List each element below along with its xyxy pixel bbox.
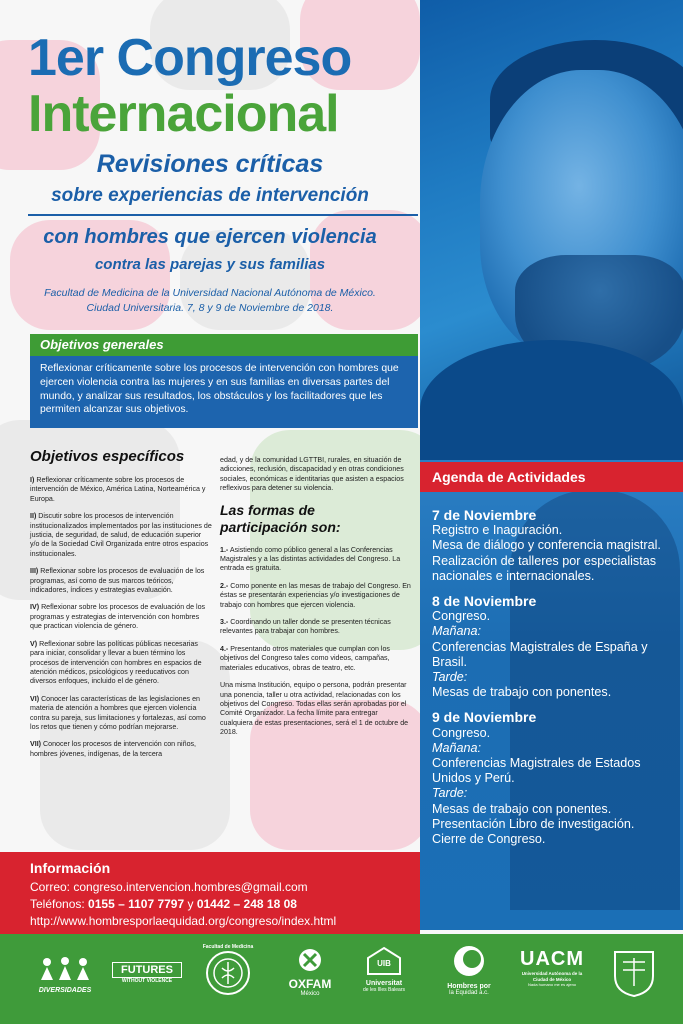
agenda-day-date: 9 de Noviembre — [432, 709, 537, 726]
participacion-item: 2.- Como ponente en las mesas de trabajo del Congreso. En éstas se presentarán experiencias y/o investigaciones de trabajo con hombres que ejercen violencia. — [220, 581, 411, 609]
participacion-note: Una misma Institución, equipo o persona, podrán presentar una ponencia, taller u otra actividad, relacionadas con los objetivos del Congreso. Todas ellas serán aprobadas por el Comité Organizador. La fecha límite para entregar cualquiera de estas presentaciones, será el 1 de octubre de 2018. — [220, 681, 409, 737]
oxfam-icon — [298, 948, 322, 972]
info-email[interactable]: Correo: congreso.intervencion.hombres@gmail.com — [30, 880, 308, 894]
agenda-list — [432, 508, 678, 847]
agenda-line: Mañana: — [432, 740, 482, 755]
divider — [28, 214, 418, 216]
participacion-item: 4.- Presentando otros materiales que cumplan con los objetivos del Congreso tales como videos, campañas, materiales educativos, obras de teatro, etc. — [220, 644, 390, 672]
equidad-icon — [452, 944, 486, 978]
subtitle-line1: Revisiones críticas — [96, 150, 324, 178]
agenda-day-date: 8 de Noviembre — [432, 593, 537, 610]
objetivo-item: VI) Conocer las características de las legislaciones en materia de atención a hombres que ejercen violencia contra su pareja, sus limitaciones y fortalezas, así como los retos que tienen y cómo podrían mejorarse. — [30, 694, 206, 731]
uib-logo: UIB Universitat de les Illes Balears — [352, 946, 416, 993]
objetivo-item: IV) Reflexionar sobre los procesos de evaluación de los programas y estrategias de intervención con hombres que practican violencia de género. — [30, 603, 206, 631]
hombres-equidad-logo: Hombres por la Equidad a.c. — [436, 944, 502, 996]
agenda-line: Mesas de trabajo con ponentes. — [432, 685, 612, 700]
info-bar-edge — [0, 852, 20, 934]
agenda-line: Registro e Inaguración. — [432, 523, 563, 538]
uacm-logo: UACM Universidad Autónoma de la Ciudad de México Nada humano me es ajeno — [520, 948, 584, 987]
agenda-heading: Agenda de Actividades — [420, 462, 683, 492]
objetivo-item: V) Reflexionar sobre las políticas públicas necesarias para iniciar, consolidar y llevar a buen término los procesos de intervención con hombres en espacios de atención médicos, psicológicos y reeducativos con diversos enfoques, incluido el de género. — [30, 639, 202, 686]
agenda-line: Mañana: — [432, 624, 482, 639]
diversidades-logo: DIVERSIDADES — [20, 956, 110, 994]
objetivo-item: III) Reflexionar sobre los procesos de evaluación de los programas, así como de sus marcos teóricos, indicadores, índices y estrategias evaluación. — [30, 567, 205, 595]
participacion-item: 1.- Asistiendo como público general a las Conferencias Magistrales y a las distintas actividades del Congreso. La entrada es gratuita. — [220, 545, 401, 573]
title-line2: Internacional — [28, 85, 339, 143]
unam-shield-icon — [611, 948, 657, 998]
venue-line2: Ciudad Universitaria. 7, 8 y 9 de Noviembre de 2018. — [86, 302, 334, 314]
unam-logo — [606, 948, 662, 1003]
agenda-day-date: 7 de Noviembre — [432, 507, 537, 523]
speaker-photo — [420, 0, 683, 460]
seal-icon — [205, 950, 251, 996]
agenda-line: Tarde: — [432, 786, 468, 801]
venue-line1: Facultad de Medicina de la Universidad Nacional Autónoma de México. — [44, 287, 376, 299]
phone-2[interactable]: 01442 – 248 18 08 — [196, 897, 297, 911]
agenda-line: Congreso. — [432, 609, 491, 624]
figures-icon — [35, 956, 95, 982]
oxfam-logo: OXFAM México — [282, 948, 338, 997]
objetivos-generales-heading: Objetivos generales — [30, 334, 418, 356]
participacion-heading: Las formas de participación son: — [220, 501, 341, 535]
objetivos-especificos-list — [30, 476, 212, 767]
info-phones: Teléfonos: 0155 – 1107 7797 y 01442 – 248 18 08 — [30, 897, 297, 911]
agenda-line: Congreso. — [432, 725, 491, 740]
agenda-line: Mesas de trabajo con ponentes. — [432, 801, 612, 816]
agenda-line: Tarde: — [432, 670, 468, 685]
subtitle-line2: sobre experiencias de intervención — [51, 185, 369, 206]
agenda-line: Conferencias Magistrales de Estados Unidos y Perú. — [432, 756, 641, 786]
objetivo-item: II) Discutir sobre los procesos de intervención institucionalizados implementados por las instituciones de justicia, de seguridad, de salud, de educación superior y/o de la Sociedad Civil Organizada entre otros espacios institucionales. — [30, 512, 212, 558]
info-heading: Información — [30, 860, 111, 876]
venue — [20, 286, 400, 316]
second-column — [220, 456, 412, 746]
agenda-line: Conferencias Magistrales de España y Brasil. — [432, 639, 648, 669]
agenda-line: Presentación Libro de investigación. — [432, 816, 635, 831]
phone-1[interactable]: 0155 – 1107 7797 — [88, 897, 185, 911]
participacion-item: 3.- Coordinando un taller donde se presenten técnicas relevantes para trabajar con hombres. — [220, 618, 391, 636]
info-url[interactable]: http://www.hombresporlaequidad.org/congreso/index.html — [30, 914, 337, 928]
subtitle-line4: contra las parejas y sus familias — [94, 256, 326, 273]
objetivo-item: VII) Conocer los procesos de intervención con niños, hombres jóvenes, indígenas, de la tercera — [30, 740, 197, 758]
sponsor-logos-bar — [0, 934, 683, 1024]
agenda-line: Realización de talleres por especialistas nacionales e internacionales. — [432, 553, 657, 583]
objetivos-generales-text: Reflexionar críticamente sobre los procesos de intervención con hombres que ejercen violencia contra las mujeres y en sus familias en diversas partes del mundo, y analizar sus resultados, los obstáculos y los facilitadores que les permiten alcanzar sus objetivos. — [30, 356, 418, 428]
agenda-line: Cierre de Congreso. — [432, 832, 546, 847]
agenda-line: Mesa de diálogo y conferencia magistral. — [432, 538, 661, 553]
objetivo-continuation: edad, y de la comunidad LGTTBI, rurales, en situación de adicciones, reclusión, discapacidad y en otras condiciones sociales, económicas e identitarias que asisten a espacios reflexivos para detener su violencia. — [220, 456, 404, 493]
objetivo-item: I) Reflexionar críticamente sobre los procesos de intervención de México, América Latina, Norteamérica y Europa. — [30, 476, 206, 503]
objetivos-especificos-heading: Objetivos específicos — [30, 448, 185, 465]
title-line1: 1er Congreso — [28, 29, 352, 87]
futures-logo: FUTURES WITHOUT VIOLENCE — [112, 962, 182, 984]
facultad-medicina-logo: Facultad de Medicina — [196, 944, 260, 1001]
subtitle-line3: con hombres que ejercen violencia — [43, 226, 377, 248]
